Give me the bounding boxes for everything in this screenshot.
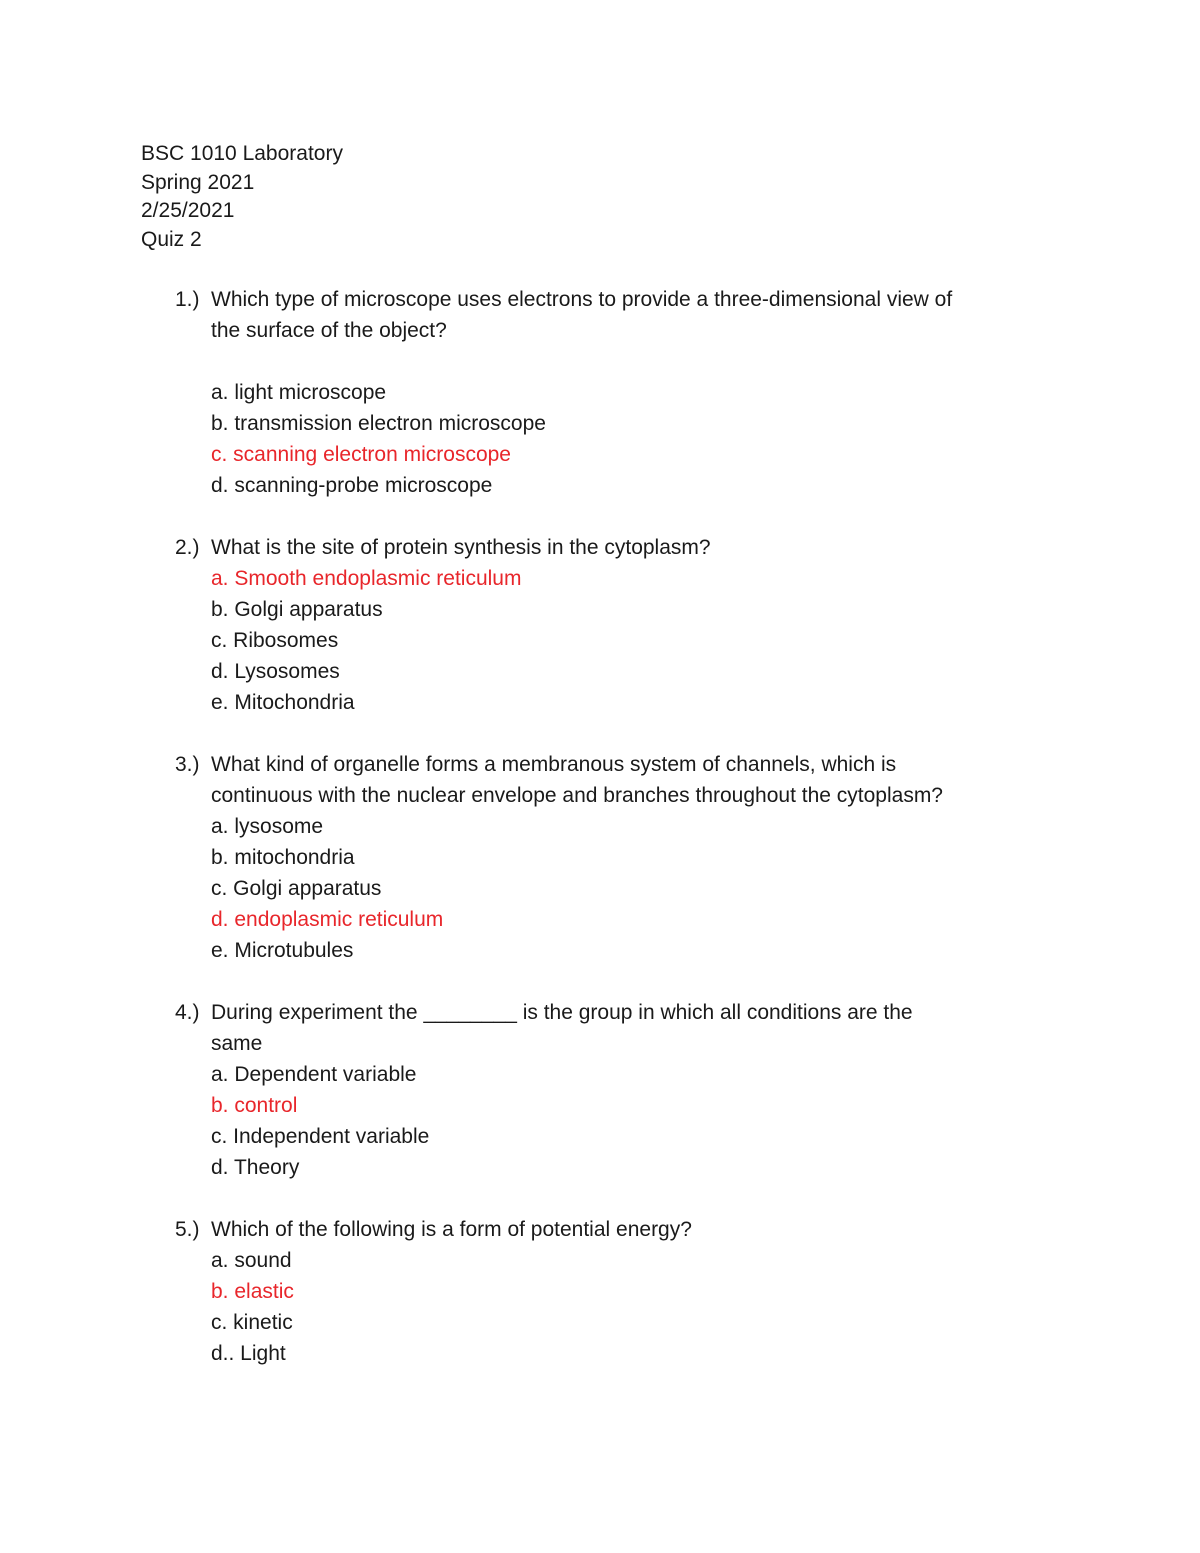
question-text-line: the surface of the object? xyxy=(211,319,447,342)
question-number: 2.) xyxy=(175,536,200,559)
course-name: BSC 1010 Laboratory xyxy=(141,142,343,165)
question-text xyxy=(211,1214,1071,1245)
quiz-header xyxy=(141,140,343,254)
question-3 xyxy=(0,749,1200,966)
answer-option: c. Golgi apparatus xyxy=(211,877,382,900)
answer-option: c. Ribosomes xyxy=(211,629,339,652)
answer-option: b. mitochondria xyxy=(211,846,355,869)
question-number: 4.) xyxy=(175,1001,200,1024)
answer-options xyxy=(211,377,1200,501)
question-1 xyxy=(0,284,1200,501)
question-text xyxy=(211,284,1071,346)
answer-options xyxy=(211,811,1200,966)
question-2 xyxy=(0,532,1200,718)
answer-option: c. Independent variable xyxy=(211,1125,430,1148)
question-number: 5.) xyxy=(175,1218,200,1241)
answer-option-correct: b. elastic xyxy=(211,1280,294,1303)
question-text-line: same xyxy=(211,1032,263,1055)
answer-option-correct: c. scanning electron microscope xyxy=(211,443,511,466)
question-text xyxy=(211,997,1071,1059)
answer-option: b. transmission electron microscope xyxy=(211,412,546,435)
answer-option: a. light microscope xyxy=(211,381,387,404)
question-text xyxy=(211,749,1071,811)
question-text-line: What kind of organelle forms a membranous system of channels, which is xyxy=(211,753,897,776)
answer-options xyxy=(211,563,1200,718)
answer-options xyxy=(211,1059,1200,1183)
question-number: 3.) xyxy=(175,753,200,776)
answer-option-correct: b. control xyxy=(211,1094,298,1117)
answer-option: d. scanning-probe microscope xyxy=(211,474,493,497)
question-5 xyxy=(0,1214,1200,1369)
question-number: 1.) xyxy=(175,288,200,311)
answer-option: c. kinetic xyxy=(211,1311,293,1334)
answer-option: a. Dependent variable xyxy=(211,1063,417,1086)
question-text-line: continuous with the nuclear envelope and branches throughout the cytoplasm? xyxy=(211,784,943,807)
question-4 xyxy=(0,997,1200,1183)
answer-option-correct: a. Smooth endoplasmic reticulum xyxy=(211,567,522,590)
quiz-date: 2/25/2021 xyxy=(141,199,235,222)
answer-option: b. Golgi apparatus xyxy=(211,598,383,621)
answer-option: a. sound xyxy=(211,1249,292,1272)
answer-option: a. lysosome xyxy=(211,815,324,838)
question-text-line: Which type of microscope uses electrons to provide a three-dimensional view of xyxy=(211,288,953,311)
term: Spring 2021 xyxy=(141,170,255,194)
answer-option-correct: d. endoplasmic reticulum xyxy=(211,908,444,931)
question-text-line: Which of the following is a form of potential energy? xyxy=(211,1218,692,1241)
answer-option: d.. Light xyxy=(211,1342,286,1365)
question-list xyxy=(0,284,1200,1369)
question-text xyxy=(211,532,1071,563)
answer-option: e. Mitochondria xyxy=(211,691,355,714)
answer-option: d. Theory xyxy=(211,1156,300,1179)
answer-option: e. Microtubules xyxy=(211,939,354,962)
quiz-title: Quiz 2 xyxy=(141,227,202,251)
question-text-line: What is the site of protein synthesis in the cytoplasm? xyxy=(211,536,711,559)
question-text-line: During experiment the ________ is the group in which all conditions are the xyxy=(211,1001,913,1024)
answer-options xyxy=(211,1245,1200,1369)
answer-option: d. Lysosomes xyxy=(211,660,340,683)
